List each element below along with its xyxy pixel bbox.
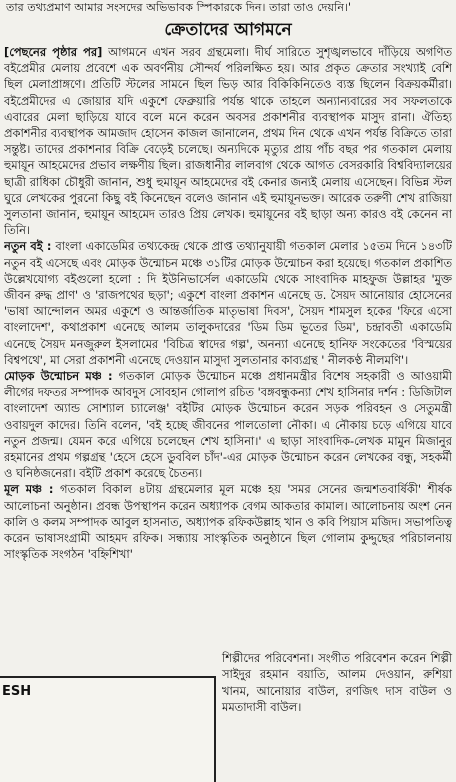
unveiling-heading: মোড়ক উন্মোচন মঞ্চ : (4, 369, 113, 384)
ad-fragment-text: ESH (2, 684, 32, 699)
intro-text: আগমনে এখন সরব গ্রন্থমেলা। দীর্ঘ সারিতে সুশৃঙ্খলভাবে দাঁড়িয়ে অগণিত বইপ্রেমীর মেলায় প্রবেশে এক অবর্ণনীয় সৌন্দর্য পরিলক্ষিত হয়। আর প্রকৃত ক্রেতার সংখ্যাই বেশি ছিল মেলাপ্রাঙ্গণে। প্রতিটি স্টলের সামনে ছিল ভিড় আর বিকিকিনিতেও ব্যস্ত ছিলেন বিক্রয়কর্মীরা। বইপ্রেমীদের এ জোয়ার যদি একুশে ফেব্রুয়ারি পর্যন্ত থাকে তাহলে অন্যান্যবারের সব সফলতাকে এবারের মেলা ছাড়িয়ে যাবে বলে মনে করেন অবসর প্রকাশনীর ব্যবস্থাপক মাসুদ রানা। ঐতিহ্য প্রকাশনীর ব্যবস্থাপক আমজাদ হোসেন কাজল জানালেন, প্রথম দিন থেকে এখন পর্যন্ত বিক্রিতে তারা সন্তুষ্ট। তাদের প্রকাশনার বিক্রি বেড়েই চলেছে। অন্যদিকে মৃত্যুর প্রায় পাঁচ বছর পর গতকাল মেলায় হুমায়ূন আহমেদের প্রভাব লক্ষণীয় ছিল। রাজধানীর লালবাগ থেকে আগত বেসরকারি বিশ্ববিদ্যালয়ের ছাত্রী রাধিকা চৌধুরী জানান, শুধু হুমায়ূন আহমেদের বই কেনার জন্যই মেলায় এসেছেন। বিভিন্ন স্টল ঘুরে লেখকের পুরনো কিছু বই কিনেছেন বলেও জানান এই হুমায়ূনভক্ত। আরেক তরুণী শেখ রাজিয়া সুলতানা জানান, হুমায়ূন আহমেদ তারও প্রিয় লেখক। হুমায়ূনের বই ছাড়া অন্য কারও বই কেনেন না তিনি। (4, 45, 452, 238)
unveiling-text: গতকাল মোড়ক উন্মোচন মঞ্চে প্রধানমন্ত্রীর বিশেষ সহকারী ও আওয়ামী লীগের দফতর সম্পাদক আবদুস সোবহান গোলাপ রচিত 'বঙ্গবন্ধুকন্যা শেখ হাসিনার দর্শন : ডিজিটাল বাংলাদেশ অ্যান্ড সোশ্যাল চ্যালেঞ্জ' বইটির মোড়ক উন্মোচন করেন সড়ক পরিবহন ও সেতুমন্ত্রী ওবায়দুল কাদের। তিনি বলেন, 'বই হচ্ছে জীবনের পালতোলা নৌকা। এ নৌকায় চড়ে এগিয়ে যাবে নতুন প্রজন্ম। যেমন করে এগিয়ে চলেছেন শেখ হাসিনা।' এ ছাড়া সাংবাদিক-লেখক মামুন মিজানুর রহমানের প্রথম গল্পগ্রন্থ 'হেসে হেসে ডুববিল চাঁদ'-এর মোড়ক উন্মোচন করেন লেখকের বন্ধু, সহকর্মী ও ঘনিষ্ঠজনেরা। বইটি প্রকাশ করেছে চৈতন্য। (4, 369, 452, 481)
previous-article-last-line: তার তথ্যপ্রমাণ আমার সংসদের অভিভাবক স্পিকারকে দিন। তারা তাও দেয়নি।' (6, 1, 352, 14)
article-body (4, 44, 452, 734)
new-books-paragraph (4, 238, 452, 368)
main-stage-paragraph (4, 481, 452, 562)
unveiling-paragraph (4, 368, 452, 481)
main-stage-continuation (222, 650, 452, 716)
article-headline: ক্রেতাদের আগমনে (164, 20, 292, 40)
main-stage-text: গতকাল বিকাল ৪টায় গ্রন্থমেলার মূল মঞ্চে হয় 'সমর সেনের জন্মশতবার্ষিকী' শীর্ষক আলোচনা অনুষ্ঠান। প্রবন্ধ উপস্থাপন করেন অধ্যাপক বেগম আকতার কামাল। আলোচনায় অংশ নেন কালি ও কলম সম্পাদক আবুল হাসনাত, অধ্যাপক রফিকউল্লাহ খান ও কবি পিয়াস মজিদ। সভাপতিত্ব করেন ভাষাসংগ্রামী আহমদ রফিক। সন্ধ্যায় সাংস্কৃতিক অনুষ্ঠানে ছিল গোলাম কুদ্দুছের পরিচালনায় সাংস্কৃতিক সংগঠন 'বহ্নিশিখা' (4, 482, 452, 562)
intro-paragraph (4, 44, 452, 238)
continuation-kicker: [পেছনের পৃষ্ঠার পর] (4, 45, 103, 59)
new-books-text: বাংলা একাডেমির তথ্যকেন্দ্র থেকে প্রাপ্ত তথ্যানুযায়ী গতকাল মেলার ১৫তম দিনে ১৪৩টি নতুন বই এসেছে এবং মোড়ক উন্মোচন মঞ্চে ৩১টির মোড়ক উন্মোচন করা হয়েছে। গতকাল প্রকাশিত উল্লেখযোগ্য বইগুলো হলো : দি ইউনিভার্সেল একাডেমি থেকে সাংবাদিক মাহফুজ উল্লাহর 'মুক্ত জীবন রুদ্ধ প্রাণ' ও 'রাজপথের ছড়া'; একুশে বাংলা প্রকাশন এনেছে ড. সৈয়দ আনোয়ার হোসেনের 'ভাষা আন্দোলন অমর একুশে ও আন্তর্জাতিক মাতৃভাষা দিবস', সৈয়দ শামসুল হকের 'ফিরে এসো বাংলাদেশ', কথাপ্রকাশ এনেছে আলম তালুকদারের 'ডিম ডিম ভূতের ডিম', চন্দ্রাবতী একাডেমি এনেছে সৈয়দ মনজুরুল ইসলামের 'বিচিত্র স্বাদের গল্প', অনন্যা এনেছে হানিফ সংকেতের 'বিস্ময়ের বিশ্বপথে', মা সেরা প্রকাশনী এনেছে দেওয়ান মাসুদা সুলতানার কাব্যগ্রন্থ ' নীলকণ্ঠ নীলমণি'। (4, 239, 452, 367)
advertisement-box (0, 676, 216, 782)
main-stage-heading: মূল মঞ্চ : (4, 482, 54, 497)
main-stage-continued-text: শিল্পীদের পরিবেশনা। সংগীত পরিবেশন করেন শিল্পী সাইদুর রহমান বয়াতি, আলম দেওয়ান, রুশিয়া খানম, আনোয়ার বাউল, রণজিৎ দাস বাউল ও মমতাদাসী বাউল। (222, 651, 452, 715)
new-books-heading: নতুন বই : (4, 239, 52, 254)
